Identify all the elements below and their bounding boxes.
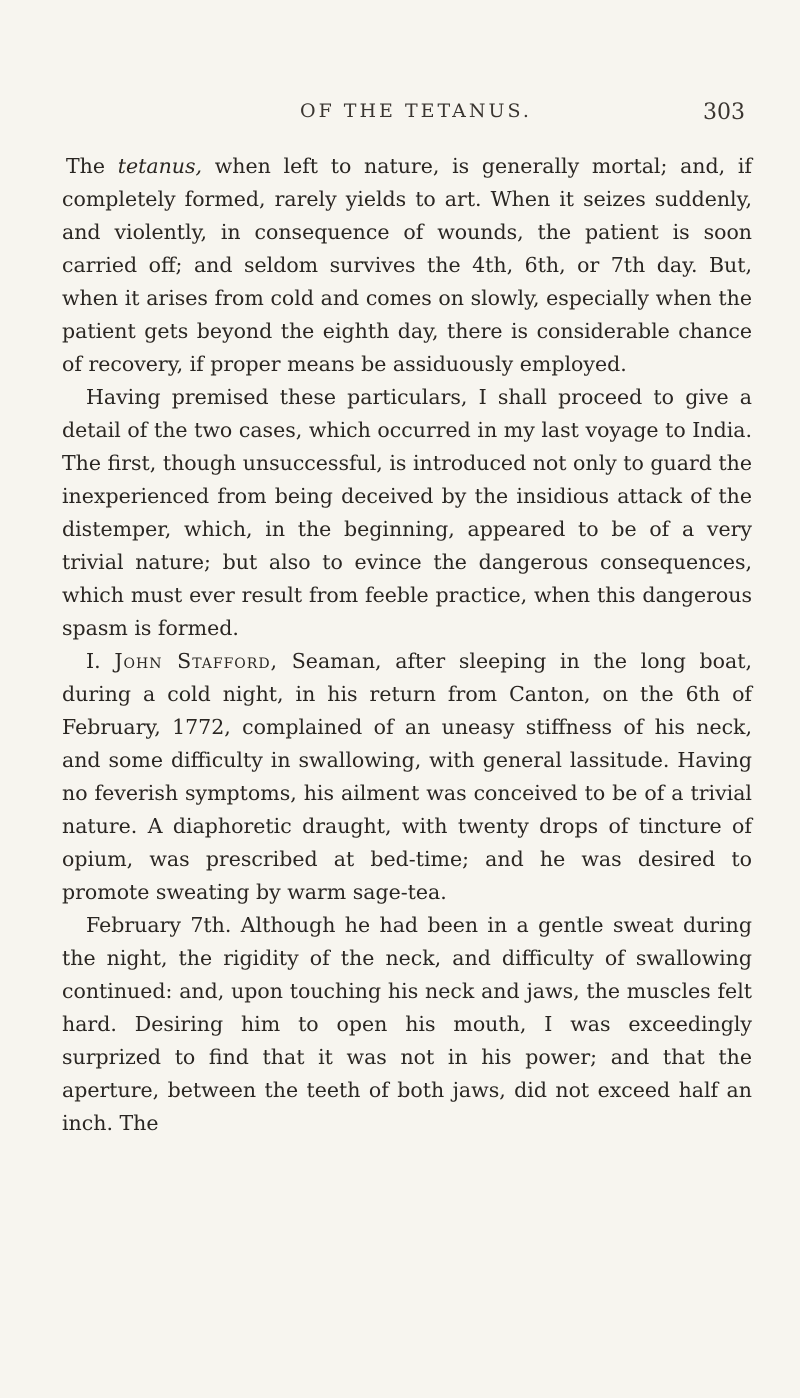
paragraph-1-lead: The <box>66 154 118 178</box>
page-number: 303 <box>703 100 745 125</box>
page-header <box>0 100 800 140</box>
case-number: I. <box>86 649 115 673</box>
body-text <box>62 150 752 1140</box>
paragraph-2: Having premised these particulars, I shall proceed to give a detail of the two cases, which occurred in my last voyage to India. The first, though unsuccessful, is introduced not only to guard the inexperienced from being deceived by the insidious attack of the distemper, which, in the beginning, appeared to be of a very trivial nature; but also to evince the dangerous consequences, which must ever result from feeble practice, when this dangerous spasm is formed. <box>62 385 752 640</box>
patient-name: John Stafford, <box>114 649 279 673</box>
term-tetanus: tetanus, <box>117 154 203 178</box>
paragraph-4: February 7th. Although he had been in a gentle sweat during the night, the rigidity of the neck, and difficulty of swallowing continued: and, upon touching his neck and jaws, the muscles felt hard. Desiring him to open his mouth, I was exceedingly surprized to find that it was not in his power; and that the aperture, between the teeth of both jaws, did not exceed half an inch. The <box>62 913 752 1135</box>
paragraph-3-rest: Seaman, after sleeping in the long boat, during a cold night, in his return from Canton, on the 6th of February, 1772, complained of an uneasy stiffness of his neck, and some difficulty in swallowing, with general lassitude. Having no feverish symptoms, his ailment was conceived to be of a trivial nature. A diaphoretic draught, with twenty drops of tincture of opium, was prescribed at bed-time; and he was desired to promote sweating by warm sage-tea. <box>62 649 752 904</box>
running-title: OF THE TETANUS. <box>300 100 532 122</box>
paragraph-1-rest: when left to nature, is generally mortal; and, if completely formed, rarely yields to art. When it seizes suddenly, and violently, in consequence of wounds, the patient is soon carried off; and seldom survives the 4th, 6th, or 7th day. But, when it arises from cold and comes on slowly, especially when the patient gets beyond the eighth day, there is considerable chance of recovery, if proper means be assiduously employed. <box>62 154 753 376</box>
paragraph-1 <box>62 150 752 381</box>
paragraph-3 <box>62 645 752 909</box>
